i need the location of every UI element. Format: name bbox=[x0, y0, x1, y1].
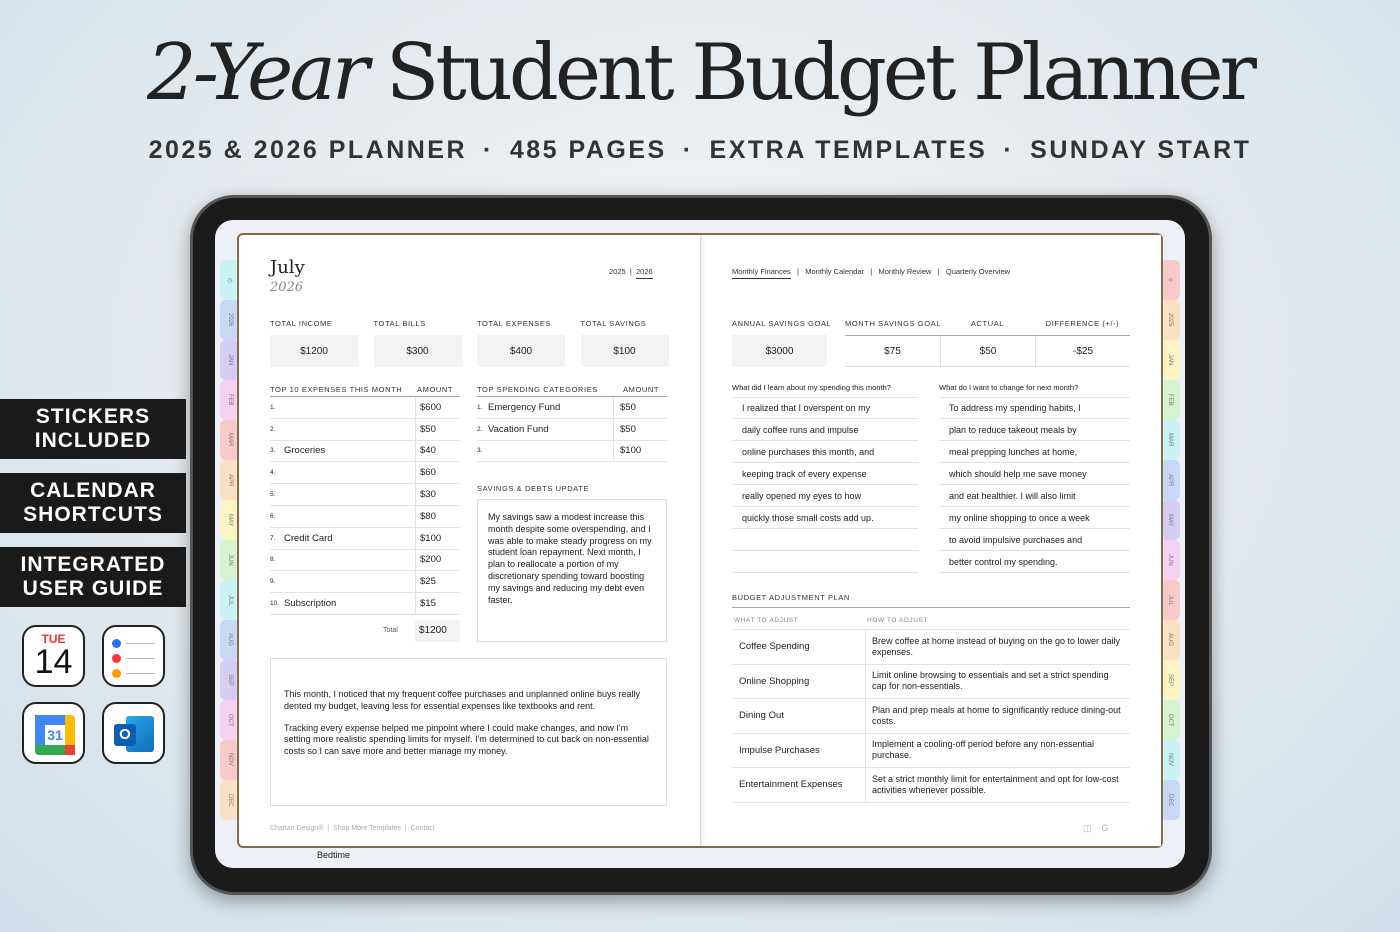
right-page bbox=[705, 235, 1161, 846]
row-number: 10. bbox=[270, 600, 280, 608]
row-number: 6. bbox=[270, 512, 276, 520]
badge-stickers: STICKERS INCLUDED bbox=[0, 399, 186, 459]
expense-amount: $30 bbox=[415, 484, 436, 505]
goal-label: DIFFERENCE (+/-) bbox=[1045, 319, 1120, 328]
goal-value-box[interactable]: $3000 bbox=[732, 335, 827, 367]
title-rest: Student Budget Planner bbox=[365, 28, 1253, 118]
calendar-day: TUE bbox=[41, 632, 66, 646]
question-learned: What did I learn about my spending this month? bbox=[732, 383, 891, 392]
tab-dec[interactable]: DEC bbox=[1160, 780, 1180, 820]
plan-header: BUDGET ADJUSTMENT PLAN bbox=[732, 593, 850, 602]
page-title bbox=[0, 28, 1400, 118]
answer-line[interactable]: better control my spending. bbox=[939, 551, 1130, 573]
expenses-header: TOP 10 EXPENSES THIS MONTH bbox=[270, 385, 403, 394]
feature: EXTRA TEMPLATES bbox=[709, 136, 988, 164]
row-number: 1. bbox=[270, 403, 276, 411]
answer-line[interactable]: and eat healthier. I will also limit bbox=[939, 485, 1130, 507]
tab-◷[interactable]: ◷ bbox=[220, 260, 240, 300]
answer-line[interactable]: my online shopping to once a week bbox=[939, 507, 1130, 529]
expense-amount: $40 bbox=[415, 441, 436, 462]
tab-dec[interactable]: DEC bbox=[220, 780, 240, 820]
answer-line[interactable]: online purchases this month, and bbox=[732, 441, 918, 463]
expense-row[interactable] bbox=[270, 550, 460, 572]
expense-row[interactable] bbox=[270, 441, 460, 463]
tab-apr[interactable]: APR bbox=[220, 460, 240, 500]
what-to-adjust: Online Shopping bbox=[739, 675, 810, 687]
how-to-adjust: Implement a cooling-off period before any non-essential purchase. bbox=[872, 739, 1094, 761]
footer-contact-link[interactable]: Contact bbox=[410, 825, 435, 832]
tab-2025[interactable]: 2025 bbox=[1160, 300, 1180, 340]
categories-header: TOP SPENDING CATEGORIES bbox=[477, 385, 598, 394]
expense-row[interactable] bbox=[270, 571, 460, 593]
savings-header: SAVINGS & DEBTS UPDATE bbox=[477, 484, 590, 493]
expense-name: Credit Card bbox=[284, 532, 333, 544]
reflection-notes[interactable] bbox=[270, 658, 667, 806]
plan-row[interactable] bbox=[732, 768, 1130, 803]
tab-mar[interactable]: MAR bbox=[1160, 420, 1180, 460]
row-number: 5. bbox=[270, 491, 276, 499]
category-amount: $50 bbox=[613, 397, 636, 418]
expense-amount: $200 bbox=[415, 550, 441, 571]
total-value-box[interactable]: $100 bbox=[581, 335, 669, 367]
expense-amount: $60 bbox=[415, 462, 436, 483]
expense-amount: $600 bbox=[415, 397, 441, 418]
plan-row[interactable] bbox=[732, 630, 1130, 665]
month-title: July bbox=[270, 257, 305, 278]
reflection-paragraph: Tracking every expense helped me pinpoint where I could make changes, and now I'm setting more realistic spending limits for myself. I'm determined to cut back on non-essential costs so I can save more and better manage my money. bbox=[284, 722, 649, 757]
tab-nov[interactable]: NOV bbox=[1160, 740, 1180, 780]
google-icon[interactable]: G bbox=[1101, 823, 1109, 833]
expense-row[interactable] bbox=[270, 593, 460, 615]
feature: 2025 & 2026 PLANNER bbox=[148, 136, 468, 164]
how-to-adjust: Limit online browsing to essentials and set a strict spending cap for non-essentials. bbox=[872, 670, 1109, 692]
tab-jul[interactable]: JUL bbox=[1160, 580, 1180, 620]
answer-line[interactable] bbox=[732, 529, 918, 551]
goal-label: ACTUAL bbox=[970, 319, 1005, 328]
goal-value-box[interactable]: $75 bbox=[845, 335, 940, 367]
tab-sep[interactable]: SEP bbox=[1160, 660, 1180, 700]
bedtime-text: Bedtime bbox=[317, 850, 351, 860]
tab-jan[interactable]: JAN bbox=[220, 340, 240, 380]
answer-line[interactable]: meal prepping lunches at home, bbox=[939, 441, 1130, 463]
separator: · bbox=[1003, 136, 1015, 164]
plan-row[interactable] bbox=[732, 734, 1130, 769]
nav-monthly-review[interactable]: Monthly Review bbox=[878, 267, 932, 276]
total-label: TOTAL EXPENSES bbox=[477, 319, 552, 328]
plan-row[interactable] bbox=[732, 665, 1130, 700]
tab-aug[interactable]: AUG bbox=[1160, 620, 1180, 660]
plan-row[interactable] bbox=[732, 699, 1130, 734]
tab-oct[interactable]: OCT bbox=[1160, 700, 1180, 740]
reminders-app-icon[interactable] bbox=[102, 625, 165, 687]
planner-spread bbox=[237, 233, 1163, 848]
answer-line[interactable]: keeping track of every expense bbox=[732, 463, 918, 485]
title-italic: 2-Year bbox=[147, 28, 366, 118]
expense-amount: $50 bbox=[415, 419, 436, 440]
goal-label: ANNUAL SAVINGS GOAL bbox=[732, 319, 832, 328]
expense-name: Groceries bbox=[284, 445, 326, 457]
tab-nov[interactable]: NOV bbox=[220, 740, 240, 780]
total-value-box[interactable]: $1200 bbox=[270, 335, 358, 367]
category-row[interactable] bbox=[477, 419, 667, 441]
separator: · bbox=[682, 136, 694, 164]
outlook-icon[interactable]: ◫ bbox=[1083, 823, 1092, 833]
row-number: 2. bbox=[270, 425, 276, 433]
what-header: WHAT TO ADJUST bbox=[734, 617, 799, 624]
tab-mar[interactable]: MAR bbox=[220, 420, 240, 460]
tab-may[interactable]: MAY bbox=[220, 500, 240, 540]
category-name: Emergency Fund bbox=[488, 401, 561, 413]
what-to-adjust: Dining Out bbox=[739, 710, 784, 722]
outlook-app-icon[interactable] bbox=[102, 702, 165, 764]
expense-row[interactable] bbox=[270, 397, 460, 419]
tab-jun[interactable]: JUN bbox=[1160, 540, 1180, 580]
nav-monthly-finances[interactable]: Monthly Finances bbox=[732, 267, 791, 279]
answer-line[interactable]: to avoid impulsive purchases and bbox=[939, 529, 1130, 551]
goal-value-box[interactable]: -$25 bbox=[1035, 335, 1130, 367]
answer-line[interactable]: daily coffee runs and impulse bbox=[732, 419, 918, 441]
answer-line[interactable]: which should help me save money bbox=[939, 463, 1130, 485]
feature-list bbox=[0, 136, 1400, 165]
expense-amount: $25 bbox=[415, 571, 436, 592]
footer-links: Chattan Design® | Shop More Templates | Contact bbox=[270, 825, 435, 832]
tab-feb[interactable]: FEB bbox=[1160, 380, 1180, 420]
badge-user-guide: INTEGRATED USER GUIDE bbox=[0, 547, 186, 607]
expense-row[interactable] bbox=[270, 484, 460, 506]
year-title: 2026 bbox=[270, 280, 304, 295]
category-amount: $50 bbox=[613, 419, 636, 440]
gcal-date: 31 bbox=[45, 725, 65, 745]
tab-jun[interactable]: JUN bbox=[220, 540, 240, 580]
expense-row[interactable] bbox=[270, 528, 460, 550]
category-amount: $100 bbox=[613, 441, 641, 462]
category-row[interactable] bbox=[477, 397, 667, 419]
goal-label: MONTH SAVINGS GOAL bbox=[845, 319, 942, 328]
tab-jan[interactable]: JAN bbox=[1160, 340, 1180, 380]
row-number: 8. bbox=[270, 556, 276, 564]
tab-aug[interactable]: AUG bbox=[220, 620, 240, 660]
blue-dot-icon bbox=[112, 639, 121, 648]
reflection-paragraph: This month, I noticed that my frequent coffee purchases and unplanned online buys really dented my budget, leaving less for essential expenses like textbooks and rent. bbox=[284, 689, 641, 711]
row-number: 4. bbox=[270, 469, 276, 477]
row-number: 2. bbox=[477, 425, 483, 433]
orange-dot-icon bbox=[112, 669, 121, 678]
badge-calendar-shortcuts: CALENDAR SHORTCUTS bbox=[0, 473, 186, 533]
what-to-adjust: Entertainment Expenses bbox=[739, 779, 843, 791]
calendar-date: 14 bbox=[34, 643, 73, 681]
tab-2026[interactable]: 2026 bbox=[220, 300, 240, 340]
how-to-adjust: Set a strict monthly limit for entertainment and opt for low-cost activities whenever possible. bbox=[872, 773, 1119, 795]
expense-amount: $100 bbox=[415, 528, 441, 549]
left-page bbox=[243, 235, 701, 846]
page-nav: Monthly Finances | Monthly Calendar | Monthly Review | Quarterly Overview bbox=[732, 267, 1010, 276]
total-label: TOTAL BILLS bbox=[373, 319, 426, 328]
expense-row[interactable] bbox=[270, 462, 460, 484]
year-2026-link[interactable]: 2026 bbox=[636, 267, 653, 279]
what-to-adjust: Impulse Purchases bbox=[739, 744, 820, 756]
footer-shop-link[interactable]: Shop More Templates bbox=[333, 825, 401, 832]
tab-≡[interactable]: ≡ bbox=[1160, 260, 1180, 300]
year-toggle: 2025 | 2026 bbox=[609, 267, 653, 276]
category-row[interactable] bbox=[477, 441, 667, 463]
tab-feb[interactable]: FEB bbox=[220, 380, 240, 420]
goal-value-box[interactable]: $50 bbox=[940, 335, 1035, 367]
footer-brand-link[interactable]: Chattan Design® bbox=[270, 825, 324, 832]
google-calendar-app-icon[interactable] bbox=[22, 702, 85, 764]
row-number: 9. bbox=[270, 578, 276, 586]
total-value-box[interactable]: $400 bbox=[477, 335, 565, 367]
row-number: 7. bbox=[270, 534, 276, 542]
tab-apr[interactable]: APR bbox=[1160, 460, 1180, 500]
sync-icons bbox=[1083, 823, 1119, 834]
tab-jul[interactable]: JUL bbox=[220, 580, 240, 620]
answer-line[interactable]: plan to reduce takeout meals by bbox=[939, 419, 1130, 441]
red-dot-icon bbox=[112, 654, 121, 663]
tab-may[interactable]: MAY bbox=[1160, 500, 1180, 540]
feature: SUNDAY START bbox=[1030, 136, 1252, 164]
category-name: Vacation Fund bbox=[488, 423, 549, 435]
expense-row[interactable] bbox=[270, 506, 460, 528]
amount-header: AMOUNT bbox=[623, 385, 660, 394]
total-label: Total bbox=[383, 627, 398, 634]
expense-amount: $15 bbox=[415, 593, 436, 614]
answer-line[interactable] bbox=[732, 551, 918, 573]
total-value-box[interactable]: $300 bbox=[374, 335, 462, 367]
savings-notes[interactable]: My savings saw a modest increase this month despite some overspending, and I was able to make steady progress on my student loan repayment. Next month, I plan to reallocate a portion of my discretionary spending toward boosting my savings and reducing my debt even faster. bbox=[477, 499, 667, 642]
row-number: 1. bbox=[477, 403, 483, 411]
nav-quarterly-overview[interactable]: Quarterly Overview bbox=[945, 267, 1011, 276]
year-2025-link[interactable]: 2025 bbox=[609, 267, 626, 276]
expense-row[interactable] bbox=[270, 419, 460, 441]
amount-header: AMOUNT bbox=[417, 385, 454, 394]
nav-monthly-calendar[interactable]: Monthly Calendar bbox=[805, 267, 865, 276]
separator: · bbox=[483, 136, 494, 164]
row-number: 3. bbox=[270, 447, 276, 455]
row-number: 3. bbox=[477, 447, 483, 455]
outlook-letter: O bbox=[114, 724, 136, 746]
expense-amount: $80 bbox=[415, 506, 436, 527]
apple-calendar-app-icon[interactable] bbox=[22, 625, 85, 687]
feature: 485 PAGES bbox=[509, 136, 667, 164]
answer-line[interactable]: really opened my eyes to how bbox=[732, 485, 918, 507]
answer-line[interactable]: To address my spending habits, I bbox=[939, 397, 1130, 419]
total-label: TOTAL SAVINGS bbox=[580, 319, 647, 328]
how-header: HOW TO ADJUST bbox=[867, 617, 929, 624]
answer-line[interactable]: quickly those small costs add up. bbox=[732, 507, 918, 529]
total-label: TOTAL INCOME bbox=[270, 319, 333, 328]
answer-line[interactable]: I realized that I overspent on my bbox=[732, 397, 918, 419]
expense-name: Subscription bbox=[284, 598, 337, 610]
tab-oct[interactable]: OCT bbox=[220, 700, 240, 740]
question-change: What do I want to change for next month? bbox=[939, 383, 1079, 392]
how-to-adjust: Plan and prep meals at home to significantly reduce dining-out costs. bbox=[872, 704, 1121, 726]
how-to-adjust: Brew coffee at home instead of buying on the go to lower daily expenses. bbox=[872, 635, 1120, 657]
total-value: $1200 bbox=[419, 625, 447, 636]
what-to-adjust: Coffee Spending bbox=[739, 641, 810, 653]
tab-sep[interactable]: SEP bbox=[220, 660, 240, 700]
